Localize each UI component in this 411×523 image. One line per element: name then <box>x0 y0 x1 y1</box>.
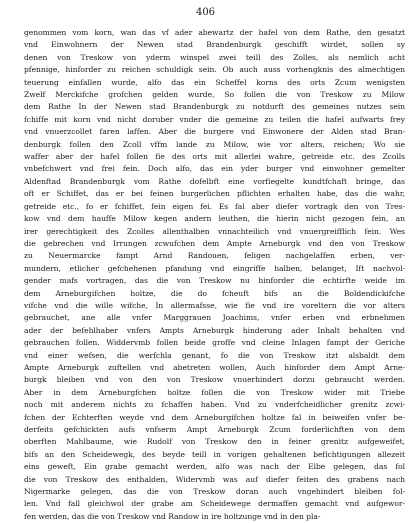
text-line: len. Vnd fall gleichwol der grabe am Scheidewege dermaffen gemacht vnd aufgewor- <box>24 499 405 509</box>
text-line: Ampte Arneburgk zuftellen vnd abetreten wollen, Auch hinforder dem Ampt Arne- <box>24 362 405 372</box>
text-line: Nigermarke gelegen, das die von Treskow doran auch vngehindert bleiben fol- <box>24 487 405 497</box>
text-line: gender mafs vortragen, das die von Treskow nu hinforder die echtirfte weide im <box>24 276 405 286</box>
text-line: gebrauchet, ane alle vnfer Marggrauen Joachims, vnfer erben vnd erbnehmen <box>24 313 405 323</box>
text-line: fchen der Echterften weyde vnd dem Arneburgifchen holtze fal in beiweifen vnfer be- <box>24 412 405 422</box>
text-line: noch mit anderem nichts zu fchaffen haben. Vnd zu vnderfcheidlicher grenitz zcwi- <box>24 400 405 410</box>
text-line: oberften Mahlbaume, wie Rudolf von Treskow den in feiner grenitz aufgeweifet, <box>24 437 405 447</box>
text-line: zu Neuermarcke fampt Arnd Randouen, feligen nachgelaffen erben, ver- <box>24 251 405 261</box>
text-line: ader der befehlhaber vnfers Ampts Arneburgk hinderung ader Inhalt behalten vnd <box>24 325 405 335</box>
text-line: oft er Schiffet, das er bei feinen burgerlichen pflichten erhalten habe, das die wahr, <box>24 189 405 199</box>
text-line: gebrauchen follen. Widdervmb follen beide groffe vnd cleine Inlagen fampt der Geriche <box>24 338 405 348</box>
text-line: dem Arneburgifchen holtze, die do fcheuft bifs an die Boldendickifche <box>24 288 405 298</box>
text-line: pfennige, hinforder zu reichen schuldigk sein. Ob auch auss vorhengknis des almechtigen <box>24 65 405 75</box>
text-line: mundern, etlicher gefchehenen pfandung vnd eingriffe halben, belanget, Ift nachvol- <box>24 263 405 273</box>
text-line: denburgk follen den Zcoll vffm lande zu Milow, wie vor alters, reichen; Wo sie <box>24 139 405 149</box>
page-number: 406 <box>195 7 216 18</box>
text-line: bifs an den Scheidewegk, des beyde teill in vorigen gehaltenen befichtigungen allezeit <box>24 449 405 459</box>
text-line: vnbefchwert vnd frei fein. Doch alfo, das ein yder burger vnd einwohner gemelter <box>24 164 405 174</box>
text-line: burgk bleiben vnd von den von Treskow vnuerhindert dorzu gebraucht werden. <box>24 375 405 385</box>
text-line: fen werden, das die von Treskow vnd Randow in ire holtzunge vnd in den pla- <box>24 511 321 521</box>
text-line: getreide etc., fo er fchiffet, fein eigen fei. Es fal aber diefer vortragk den von Tres- <box>24 201 405 211</box>
text-line: fchiffe mit korn vnd nicht doruber vnder die gemeine zu teilen die hafel aufwarts frey <box>24 114 405 124</box>
text-line: vifche vnd die wille wifche, In allermafsse, wie fie vnd ire voreltern die vor alters <box>24 300 405 310</box>
text-line: Aber in dem Arneburgfchen holtze follen die von Treskow wider mit Triebe <box>24 387 405 397</box>
text-line: kow vnd dem hauffe Milow kegen andern leuthen, die hierin nicht gezogen fein, an <box>24 214 405 224</box>
text-line: teuerung einfallen wurde, alfo das ein Scheffel korns des orts Zcum wenigsten <box>24 77 405 87</box>
text-line: waffer aber der hafel follen fie des orts mit allerlei wahre, getreide etc. des Zcolls <box>24 152 405 162</box>
body-text <box>24 27 405 523</box>
text-line: genommen vom korn, wan das vf ader abewartz der hafel von dem Rathe, den gesatzt <box>24 28 405 37</box>
text-line: irer gerechtigkeit des Zcolles allenthalben vnnachteilich vnd vnuergreifflich fein. Wes <box>24 226 405 236</box>
text-line: Zwelf Merckifche grofchen gelden wurde, So follen die von Treskow zu Milow <box>24 90 405 100</box>
text-line: vnd einer wefsen, die werfchla genant, fo die von Treskow itzt alsbaldt dem <box>24 350 405 360</box>
text-line: Aldenftad Brandenburgk vom Rathe dofelbft eine vorfiegelte kundtfchaft bringe, das <box>24 176 405 186</box>
text-line: vnd Einwohnern der Newen stad Brandenburgk geschifft wirdet, sollen sy <box>24 40 405 50</box>
text-line: dem Rathe In der Newen stad Brandenburgk zu notdurft des gemeines nutzes sein <box>24 102 405 112</box>
text-line: denen von Treskow von yderm winspel zwei teill des Zolles, als nemlich acht <box>24 52 405 62</box>
text-line: derfeits gefchickten aufs vnfserm Ampt Arneburgk Zcum forderlichften von dem <box>24 425 405 434</box>
text-line: die von Treskow des enthalden, Widervmb was auf diefer feiten des grabens nach <box>24 474 405 484</box>
text-line: vnd vnuerzcollet faren laffen. Aber die burgere vnd Einwonere der Alden stad Bran- <box>24 127 405 137</box>
text-line: die gebrechen vnd Irrungen zcwufchen dem Ampte Arneburgk vnd den von Treskow <box>24 238 405 248</box>
text-line: eins geweft, Ein grabe gemacht werden, alfo was nach der Elbe gelegen, das fol <box>24 462 405 472</box>
